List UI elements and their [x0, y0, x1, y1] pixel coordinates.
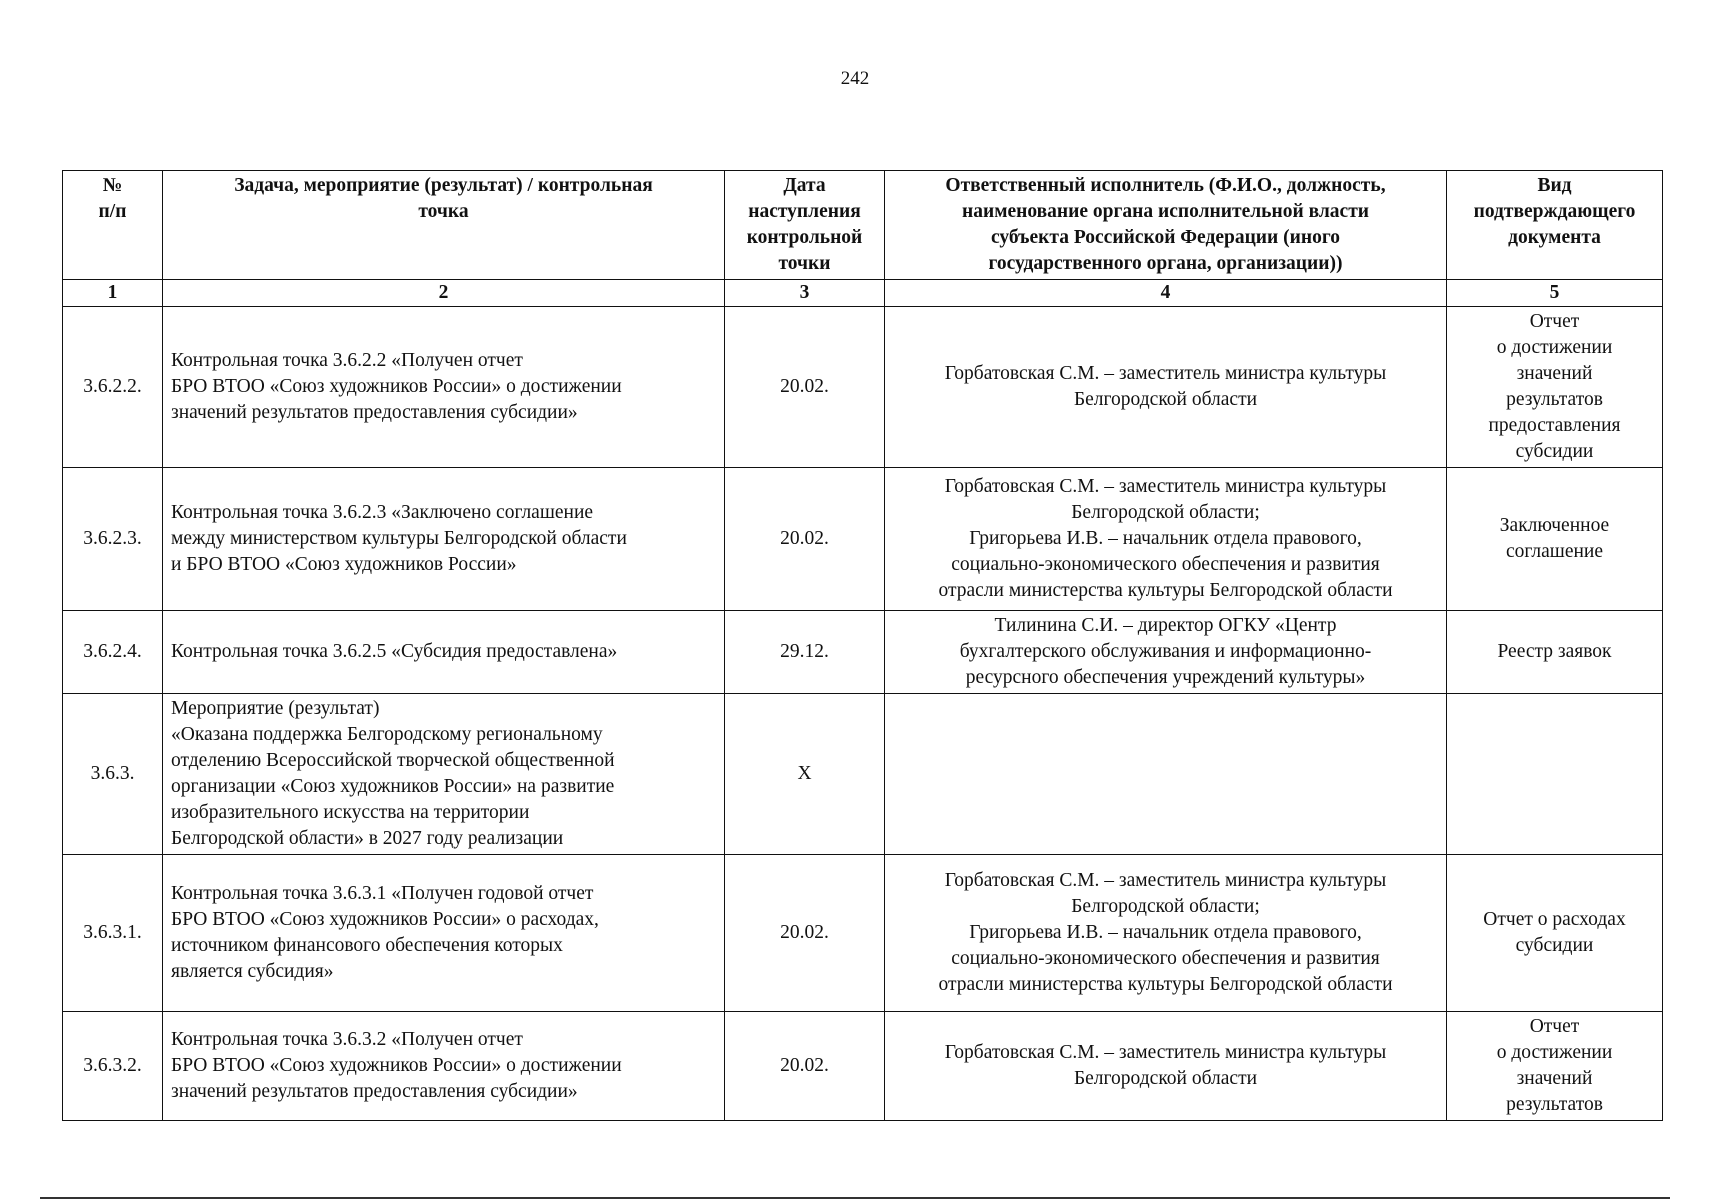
header-line: п/п	[98, 201, 127, 222]
document-line: Отчет	[1529, 1016, 1580, 1037]
task-line: и БРО ВТОО «Союз художников России»	[171, 554, 517, 575]
responsible-cell	[885, 1012, 1447, 1121]
document-line: результатов	[1506, 389, 1603, 410]
document-line: субсидии	[1515, 935, 1594, 956]
responsible-line: Белгородской области;	[1071, 896, 1260, 917]
document-cell	[1447, 611, 1663, 694]
document-line: предоставления	[1488, 415, 1621, 436]
header-line: Дата	[783, 175, 826, 196]
responsible-line: Григорьева И.В. – начальник отдела правового,	[969, 528, 1362, 549]
row-number: 3.6.2.2.	[63, 307, 163, 468]
task-line: Контрольная точка 3.6.3.2 «Получен отчет	[171, 1029, 523, 1050]
document-line: Заключенное	[1499, 515, 1610, 536]
responsible-line: ресурсного обеспечения учреждений культуры»	[965, 667, 1366, 688]
row-number: 3.6.3.1.	[63, 855, 163, 1012]
document-line: значений	[1516, 363, 1593, 384]
header-line: субъекта Российской Федерации (иного	[991, 227, 1340, 248]
header-task	[163, 171, 725, 280]
task-line: БРО ВТОО «Союз художников России» о достижении	[171, 376, 622, 397]
responsible-line: Тилинина С.И. – директор ОГКУ «Центр	[994, 615, 1337, 636]
responsible-line: Горбатовская С.М. – заместитель министра культуры	[944, 870, 1387, 891]
date-cell: 20.02.	[725, 468, 885, 611]
responsible-line: Белгородской области	[1073, 1068, 1258, 1089]
header-responsible	[885, 171, 1447, 280]
document-line: о достижении	[1496, 337, 1613, 358]
column-number: 3	[725, 280, 885, 307]
task-cell	[163, 855, 725, 1012]
responsible-line: Горбатовская С.М. – заместитель министра культуры	[944, 476, 1387, 497]
responsible-cell	[885, 694, 1447, 855]
task-cell	[163, 1012, 725, 1121]
responsible-line: социально-экономического обеспечения и развития	[951, 554, 1380, 575]
responsible-line: Григорьева И.В. – начальник отдела правового,	[969, 922, 1362, 943]
task-line: Мероприятие (результат)	[171, 698, 380, 719]
document-line: Реестр заявок	[1497, 641, 1612, 662]
header-line: подтверждающего	[1473, 201, 1636, 222]
responsible-line: Горбатовская С.М. – заместитель министра культуры	[944, 1042, 1387, 1063]
responsible-line: Белгородской области;	[1071, 502, 1260, 523]
table-row	[63, 611, 1663, 694]
responsible-cell	[885, 307, 1447, 468]
row-number: 3.6.2.4.	[63, 611, 163, 694]
responsible-line: Белгородской области	[1073, 389, 1258, 410]
task-line: БРО ВТОО «Союз художников России» о расходах,	[171, 909, 599, 930]
task-line: отделению Всероссийской творческой общественной	[171, 750, 615, 771]
header-line: Вид	[1537, 175, 1572, 196]
date-cell: 20.02.	[725, 855, 885, 1012]
document-line: Отчет	[1529, 311, 1580, 332]
task-line: между министерством культуры Белгородской области	[171, 528, 627, 549]
table-row	[63, 468, 1663, 611]
document-cell	[1447, 1012, 1663, 1121]
header-line: контрольной	[746, 227, 863, 248]
document-cell	[1447, 855, 1663, 1012]
task-line: Контрольная точка 3.6.2.3 «Заключено соглашение	[171, 502, 594, 523]
task-line: изобразительного искусства на территории	[171, 802, 530, 823]
date-cell: 29.12.	[725, 611, 885, 694]
responsible-cell	[885, 611, 1447, 694]
header-line: документа	[1508, 227, 1601, 248]
table-row	[63, 307, 1663, 468]
responsible-cell	[885, 468, 1447, 611]
header-line: №	[102, 175, 123, 196]
document-cell	[1447, 694, 1663, 855]
date-cell: 20.02.	[725, 1012, 885, 1121]
document-line: значений	[1516, 1068, 1593, 1089]
row-number: 3.6.3.2.	[63, 1012, 163, 1121]
header-number	[63, 171, 163, 280]
column-number: 5	[1447, 280, 1663, 307]
column-number-row	[63, 280, 1663, 307]
responsible-line: отрасли министерства культуры Белгородской области	[938, 974, 1393, 995]
column-number: 2	[163, 280, 725, 307]
date-cell: 20.02.	[725, 307, 885, 468]
header-line: Ответственный исполнитель (Ф.И.О., должность,	[945, 175, 1386, 196]
task-line: источником финансового обеспечения которых	[171, 935, 563, 956]
responsible-line: бухгалтерского обслуживания и информационно-	[959, 641, 1372, 662]
header-line: точка	[418, 201, 469, 222]
document-cell	[1447, 468, 1663, 611]
task-cell	[163, 468, 725, 611]
responsible-line: социально-экономического обеспечения и развития	[951, 948, 1380, 969]
document-line: субсидии	[1515, 441, 1594, 462]
header-line: наименование органа исполнительной власти	[961, 201, 1370, 222]
document-line: о достижении	[1496, 1042, 1613, 1063]
task-line: БРО ВТОО «Союз художников России» о достижении	[171, 1055, 622, 1076]
document-cell	[1447, 307, 1663, 468]
document-line: соглашение	[1506, 541, 1603, 562]
table-row	[63, 855, 1663, 1012]
header-date	[725, 171, 885, 280]
task-line: «Оказана поддержка Белгородскому региональному	[171, 724, 603, 745]
header-line: наступления	[748, 201, 861, 222]
task-line: организации «Союз художников России» на развитие	[171, 776, 615, 797]
control-points-table	[62, 170, 1663, 1121]
task-line: значений результатов предоставления субсидии»	[171, 402, 578, 423]
responsible-cell	[885, 855, 1447, 1012]
responsible-line: Горбатовская С.М. – заместитель министра культуры	[944, 363, 1387, 384]
task-cell	[163, 611, 725, 694]
document-line: результатов	[1506, 1094, 1603, 1115]
task-line: значений результатов предоставления субсидии»	[171, 1081, 578, 1102]
task-cell	[163, 694, 725, 855]
row-number: 3.6.2.3.	[63, 468, 163, 611]
header-line: государственного органа, организации))	[988, 253, 1343, 274]
task-cell	[163, 307, 725, 468]
row-number: 3.6.3.	[63, 694, 163, 855]
header-document	[1447, 171, 1663, 280]
header-row	[63, 171, 1663, 280]
document-line: Отчет о расходах	[1483, 909, 1626, 930]
table-row	[63, 1012, 1663, 1121]
page-number: 242	[840, 68, 870, 89]
header-line: Задача, мероприятие (результат) / контрольная	[234, 175, 653, 196]
column-number: 1	[63, 280, 163, 307]
table-row	[63, 694, 1663, 855]
column-number: 4	[885, 280, 1447, 307]
header-line: точки	[778, 253, 831, 274]
task-line: Контрольная точка 3.6.2.2 «Получен отчет	[171, 350, 523, 371]
task-line: Контрольная точка 3.6.3.1 «Получен годовой отчет	[171, 883, 594, 904]
date-cell: Х	[725, 694, 885, 855]
bottom-rule	[40, 1197, 1670, 1199]
task-line: Контрольная точка 3.6.2.5 «Субсидия предоставлена»	[171, 641, 618, 662]
responsible-line: отрасли министерства культуры Белгородской области	[938, 580, 1393, 601]
task-line: является субсидия»	[171, 961, 334, 982]
task-line: Белгородской области» в 2027 году реализации	[171, 828, 564, 849]
